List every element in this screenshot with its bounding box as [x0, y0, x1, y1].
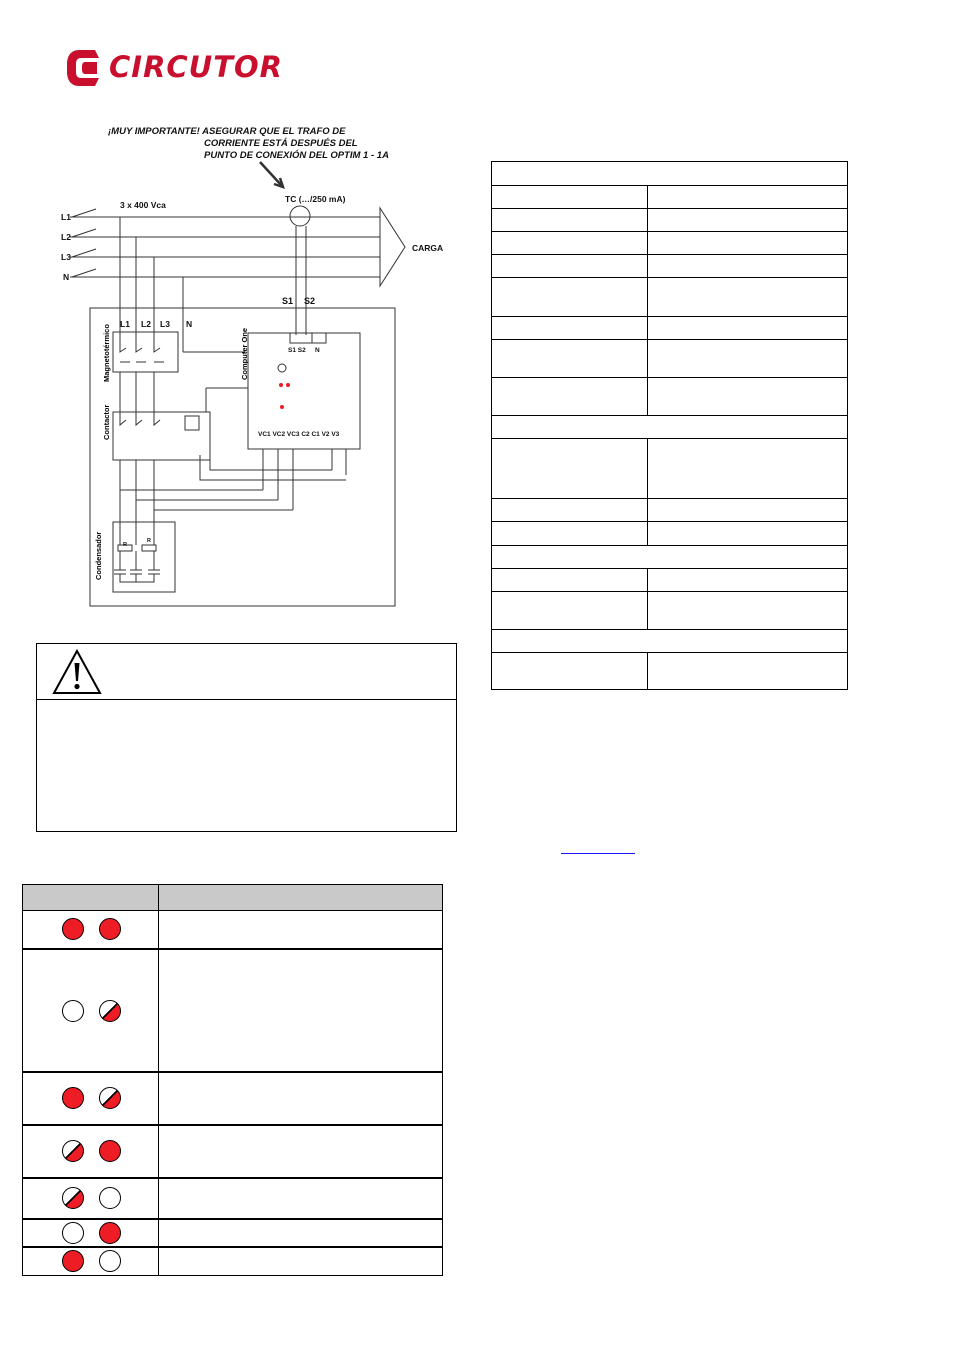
led-1-icon	[62, 918, 84, 940]
brand-name: CIRCUTOR	[109, 50, 283, 84]
warning-triangle-icon	[51, 648, 103, 696]
table-row	[492, 652, 847, 653]
table-row	[492, 438, 847, 439]
table-row	[492, 377, 847, 378]
table-row	[492, 591, 847, 592]
line-label-l3: L3	[61, 252, 71, 262]
board-n-label: N	[315, 347, 320, 354]
table-column-divider	[647, 185, 648, 415]
load-label: CARGA	[412, 243, 444, 253]
led-2-icon	[99, 1187, 121, 1209]
warning-box-divider	[37, 699, 456, 700]
inner-label-n: N	[186, 319, 193, 329]
led-row-6	[23, 1220, 442, 1248]
line-label-l1: L1	[61, 212, 71, 222]
web-link[interactable]	[561, 853, 635, 854]
table-row	[492, 629, 847, 630]
breaker-label: Magnetotérmico	[102, 324, 111, 382]
table-row	[492, 568, 847, 569]
warning-box	[36, 643, 457, 832]
led-2-icon	[99, 1000, 121, 1022]
led-2-icon	[99, 1140, 121, 1162]
specifications-table	[491, 161, 848, 690]
inner-label-l1: L1	[120, 319, 130, 329]
table-row	[492, 545, 847, 546]
table-row	[492, 339, 847, 340]
led-row-2	[23, 950, 442, 1073]
inner-label-l2: L2	[141, 319, 151, 329]
table-column-divider	[647, 652, 648, 690]
circutor-logo	[65, 46, 285, 90]
circutor-logo-icon	[65, 46, 107, 90]
led-1-icon	[62, 1087, 84, 1109]
board-s-label: S1 S2	[288, 347, 306, 354]
ct-warning-note	[108, 126, 389, 162]
led-row-5	[23, 1179, 442, 1220]
led-status-table	[22, 884, 443, 1276]
resistor-label-2: R	[147, 538, 151, 544]
led-2-icon	[99, 1087, 121, 1109]
computer-board-label: Computer One	[240, 327, 249, 380]
table-row	[492, 498, 847, 499]
table-column-divider	[647, 568, 648, 629]
led-row-3	[23, 1073, 442, 1126]
led-1-icon	[62, 1000, 84, 1022]
table-row	[492, 185, 847, 186]
ct-warning-line-1: ¡MUY IMPORTANTE! ASEGURAR QUE EL TRAFO DE	[108, 126, 346, 137]
led-1-icon	[62, 1187, 84, 1209]
supply-label: 3 x 400 Vca	[120, 200, 166, 210]
ct-label: TC (…/250 mA)	[285, 194, 346, 204]
led-row-1	[23, 910, 442, 950]
led-row-4	[23, 1126, 442, 1179]
s2-label: S2	[304, 296, 316, 306]
table-row	[492, 277, 847, 278]
s1-label: S1	[282, 296, 294, 306]
contactor-label: Contactor	[102, 404, 111, 440]
table-column-divider	[647, 438, 648, 545]
table-row	[492, 316, 847, 317]
led-1-icon	[62, 1140, 84, 1162]
led-2-icon	[99, 1250, 121, 1272]
table-row	[492, 415, 847, 416]
led-2-icon	[99, 918, 121, 940]
ct-warning-line-2: CORRIENTE ESTÁ DESPUÉS DEL	[204, 138, 358, 149]
table-row	[492, 254, 847, 255]
led-1-icon	[62, 1250, 84, 1272]
table-row	[492, 231, 847, 232]
led-row-7	[23, 1248, 442, 1275]
wiring-diagram	[50, 120, 460, 615]
led-table-header	[23, 885, 442, 911]
wiring-diagram-lines	[50, 120, 460, 615]
inner-label-l3: L3	[160, 319, 170, 329]
resistor-label-1: R	[123, 542, 127, 548]
capacitor-label: Condensador	[94, 531, 103, 580]
table-row	[492, 208, 847, 209]
table-row	[492, 521, 847, 522]
ct-warning-line-3: PUNTO DE CONEXIÓN DEL OPTIM 1 - 1A	[204, 150, 389, 161]
line-label-l2: L2	[61, 232, 71, 242]
line-label-n: N	[63, 272, 70, 282]
led-2-icon	[99, 1222, 121, 1244]
terminal-labels: VC1 VC2 VC3 C2 C1 V2 V3	[258, 431, 340, 438]
led-1-icon	[62, 1222, 84, 1244]
